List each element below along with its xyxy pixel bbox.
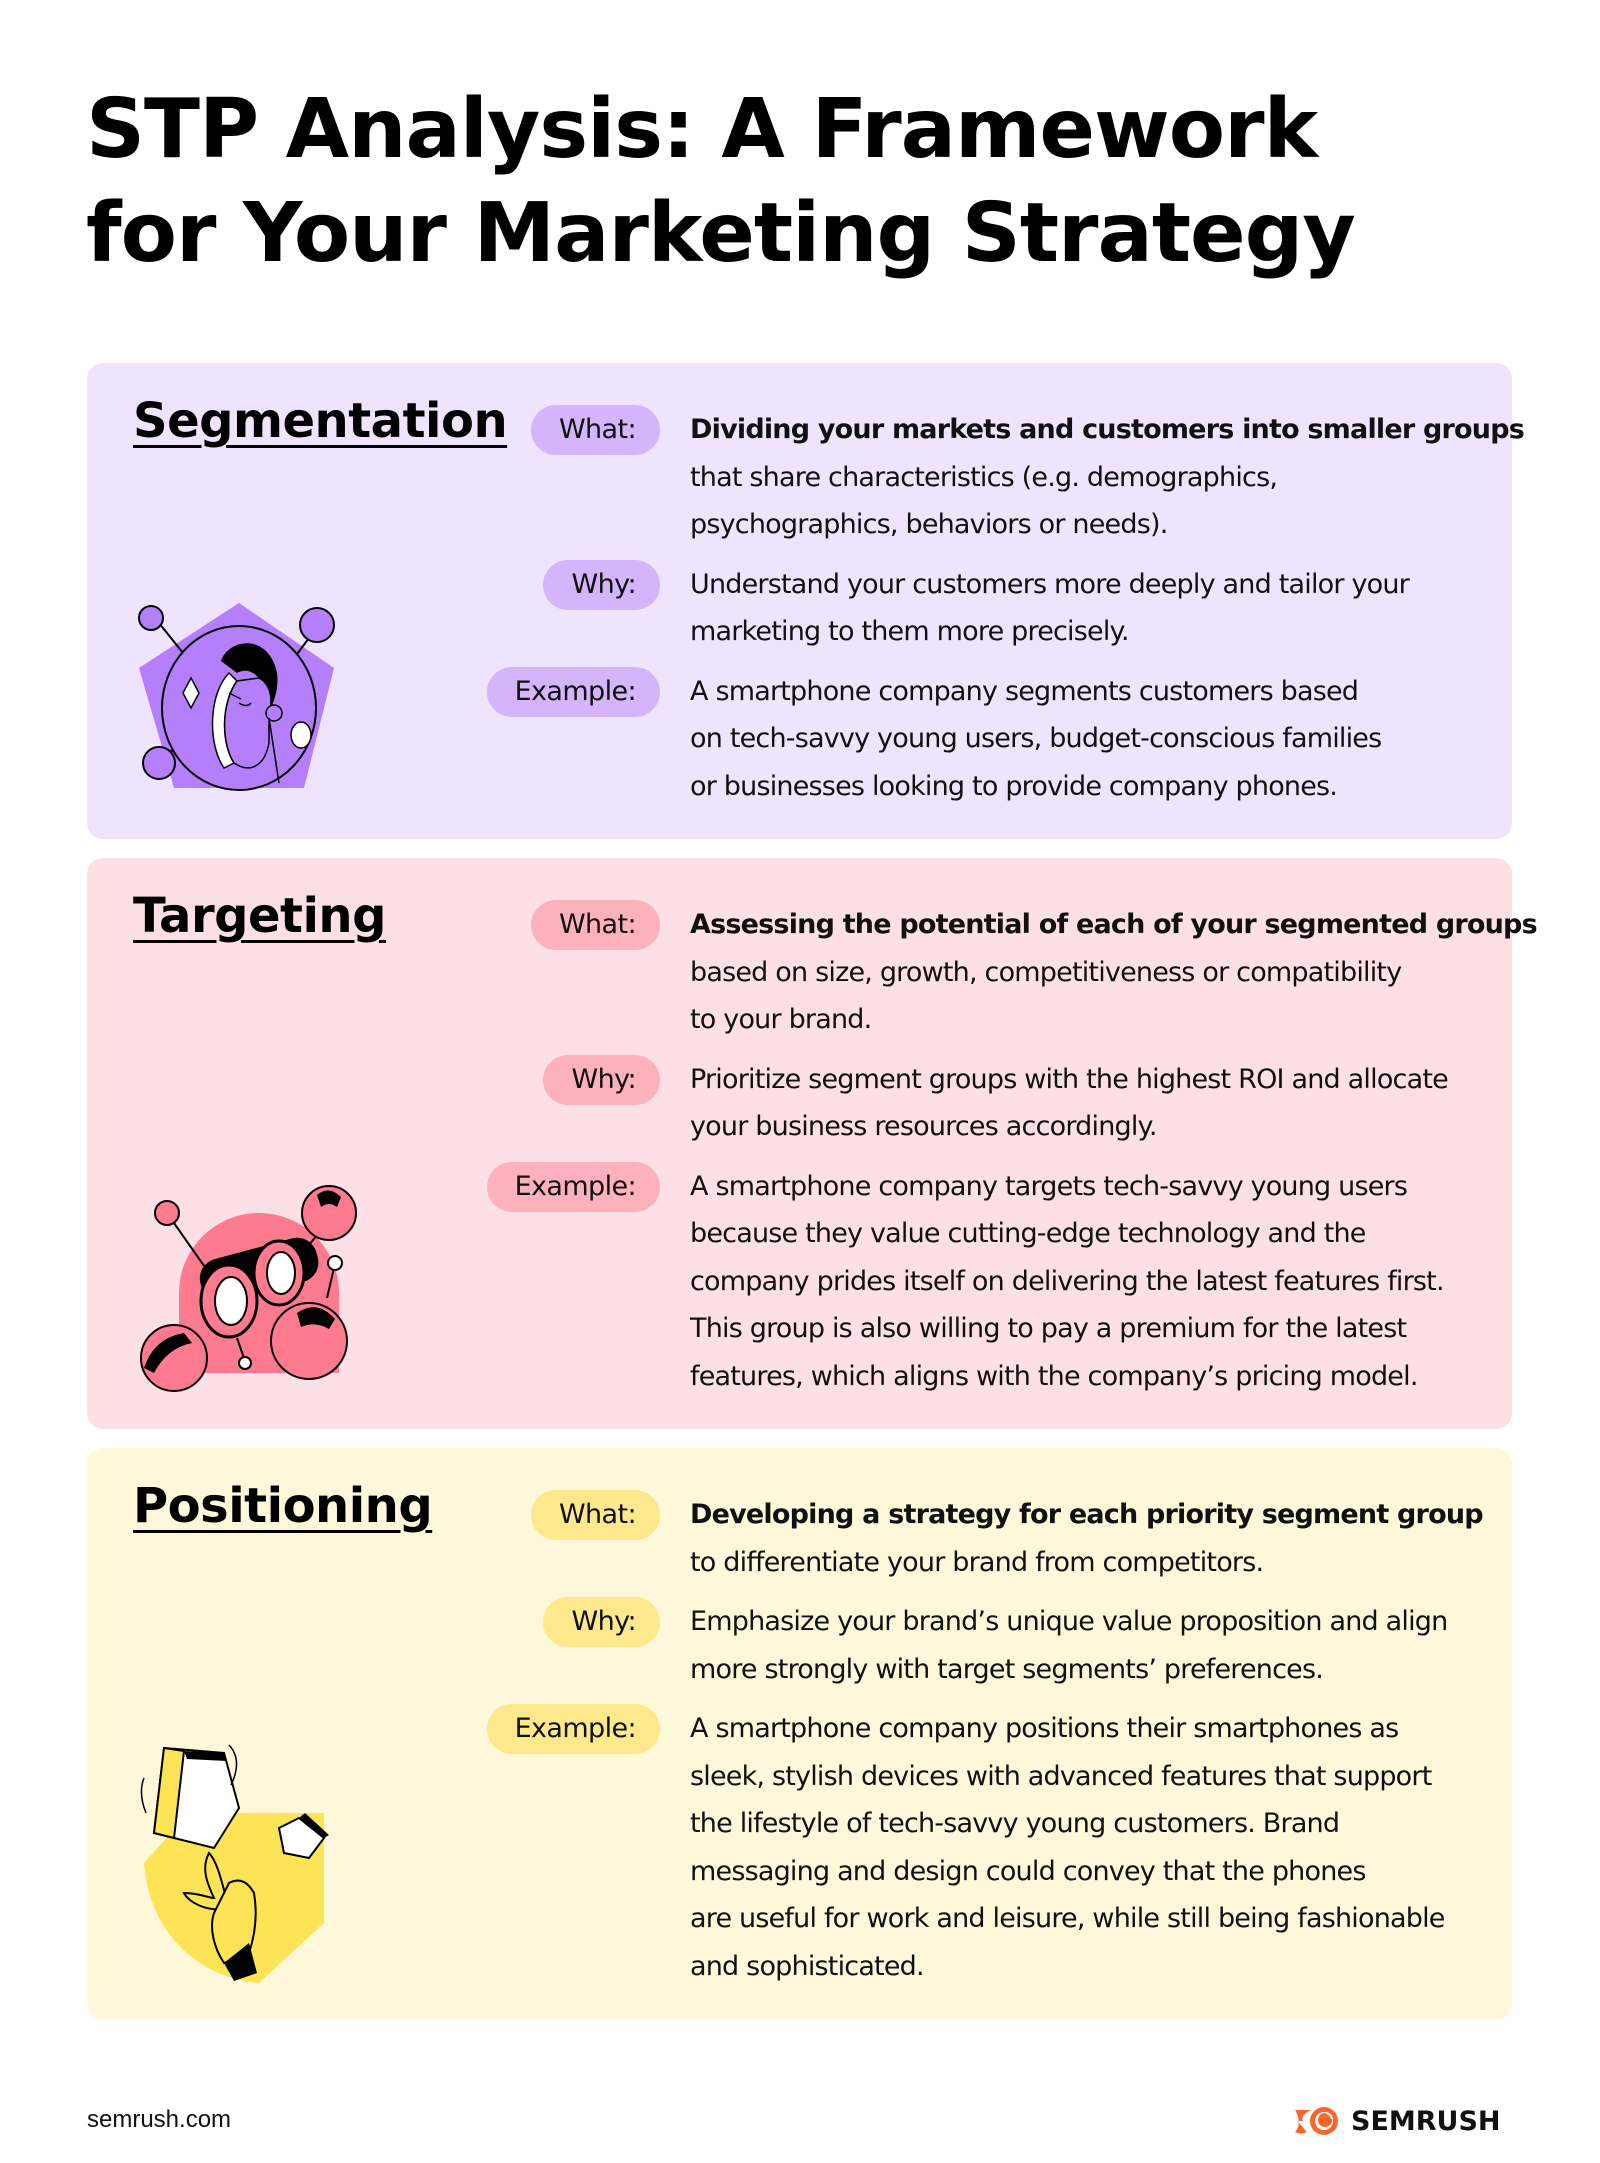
text-line: messaging and design could convey that the phones [690,1855,1366,1887]
segmentation-what-text [690,403,1524,549]
text-line: Dividing your markets and customers into smaller groups [690,414,1524,445]
targeting-what-row [87,898,1537,1044]
text-line: that share characteristics (e.g. demographics, [690,461,1278,493]
footer-url: semrush.com [87,2106,232,2133]
why-label-chip: Why: [543,1055,660,1105]
segmentation-what-row [87,403,1524,549]
text-line: Assessing the potential of each of your segmented groups [690,909,1537,940]
why-label-chip: Why: [543,560,660,610]
hand-pointing-at-stars-icon [129,1733,359,1983]
targeting-heading: Targeting [133,888,386,944]
semrush-logo-text: SEMRUSH [1351,2105,1501,2137]
text-line: to differentiate your brand from competitors. [690,1546,1264,1578]
segmentation-heading: Segmentation [133,393,508,449]
text-line: A smartphone company segments customers based [690,675,1359,707]
text-line: features, which aligns with the company’s pricing model. [690,1360,1418,1392]
text-line: sleek, stylish devices with advanced features that support [690,1760,1432,1792]
text-line: psychographics, behaviors or needs). [690,509,1168,540]
text-line: or businesses looking to provide company phones. [690,770,1338,802]
why-label-chip: Why: [543,1597,660,1647]
positioning-card [87,1448,1512,2020]
what-label-chip: What: [531,405,660,455]
targeting-card [87,858,1537,1429]
targeting-what-text [690,898,1537,1044]
positioning-why-row [87,1595,1512,1693]
segmentation-example-text [690,665,1490,811]
person-portrait-in-star-icon [129,593,349,793]
text-line: A smartphone company positions their smartphones as [690,1713,1399,1744]
semrush-logo [1293,2103,1501,2139]
page-title [86,78,1486,286]
title-line-1: STP Analysis: A Framework [86,82,1318,177]
targeting-why-text [690,1053,1490,1151]
text-line: because they value cutting-edge technology and the [690,1218,1366,1249]
text-line: the lifestyle of tech-savvy young customers. Brand [690,1808,1340,1839]
title-line-2: for Your Marketing Strategy [86,186,1355,281]
text-line: A smartphone company targets tech-savvy young users [690,1170,1408,1202]
text-line: Understand your customers more deeply and tailor your [690,568,1409,600]
text-line: and sophisticated. [690,1950,924,1982]
text-line: to your brand. [690,1004,872,1035]
positioning-what-row [87,1488,1512,1586]
text-line: Prioritize segment groups with the highest ROI and allocate [690,1063,1448,1095]
positioning-heading: Positioning [133,1478,433,1534]
example-label-chip: Example: [487,1704,660,1754]
semrush-fire-icon [1293,2104,1343,2138]
text-line: on tech-savvy young users, budget-conscious families [690,723,1382,754]
example-label-chip: Example: [487,667,660,717]
targeting-example-text [690,1160,1490,1401]
text-line: based on size, growth, competitiveness or compatibility [690,956,1402,988]
text-line: This group is also willing to pay a premium for the latest [690,1313,1407,1344]
text-line: marketing to them more precisely. [690,616,1129,647]
segmentation-card [87,363,1524,839]
what-label-chip: What: [531,900,660,950]
positioning-example-text [690,1702,1490,1990]
targeting-why-row [87,1053,1512,1151]
text-line: company prides itself on delivering the latest features first. [690,1265,1444,1297]
what-label-chip: What: [531,1490,660,1540]
text-line: Developing a strategy for each priority segment group [690,1499,1483,1530]
positioning-why-text [690,1595,1490,1693]
example-label-chip: Example: [487,1162,660,1212]
segmentation-why-text [690,558,1490,656]
positioning-what-text [690,1488,1490,1586]
text-line: Emphasize your brand’s unique value proposition and align [690,1606,1448,1637]
binoculars-with-people-icon [129,1173,369,1398]
text-line: your business resources accordingly. [690,1111,1157,1142]
text-line: more strongly with target segments’ preferences. [690,1653,1324,1685]
text-line: are useful for work and leisure, while still being fashionable [690,1903,1445,1934]
